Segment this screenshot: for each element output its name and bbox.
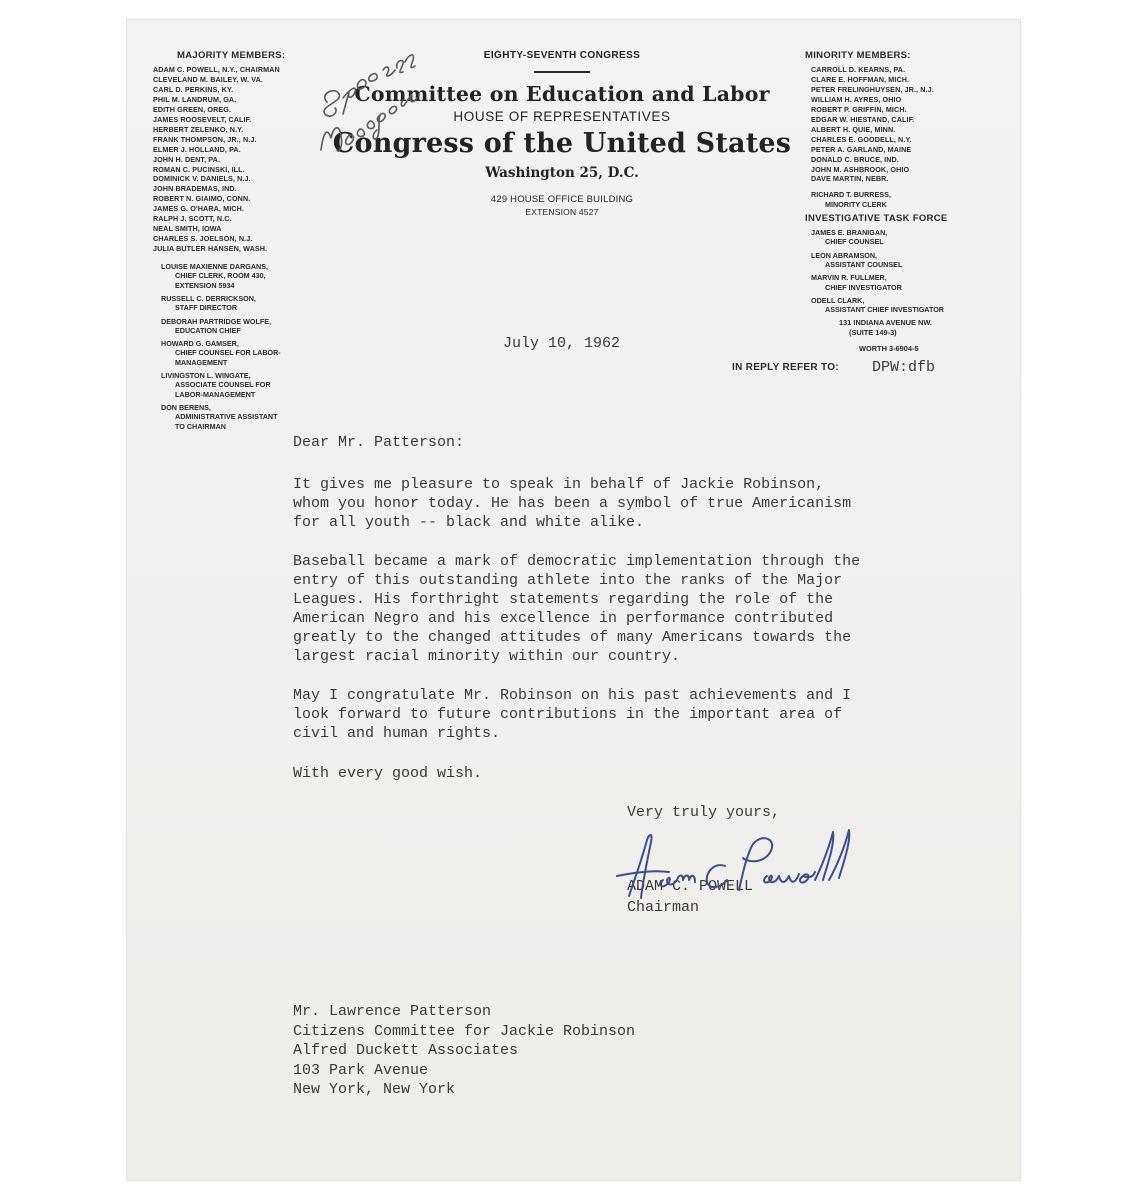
minority-clerk-role: MINORITY CLERK (825, 199, 887, 209)
majority-member: ADAM C. POWELL, N.Y., CHAIRMAN (153, 65, 280, 74)
paragraph-2: Baseball became a mark of democratic implementation through the entry of this outstanding athlete into the ranks of the Major Leagues. His forthright statements regarding the role of the American Negro and his excellence in performance contributed greatly to the changed attitudes of many Americans towards the largest racial minority within our country. (293, 553, 861, 665)
minority-member: PETER A. GARLAND, MAINE (811, 144, 912, 154)
staff-entry-role: STAFF DIRECTOR (175, 303, 238, 313)
task-force-entry-role: CHIEF INVESTIGATOR (825, 282, 902, 292)
staff-entry-role: MANAGEMENT (175, 357, 228, 367)
staff-entry-role: ASSOCIATE COUNSEL FOR (175, 380, 271, 390)
minority-member: ALBERT H. QUIE, MINN. (811, 124, 896, 134)
staff-entry-role: CHIEF CLERK, ROOM 430, (175, 271, 266, 281)
minority-member: PETER FRELINGHUYSEN, JR., N.J. (811, 84, 934, 94)
majority-member: ROMAN C. PUCINSKI, ILL. (153, 164, 245, 174)
majority-member: DOMINICK V. DANIELS, N.J. (153, 174, 251, 184)
staff-entry-role: EDUCATION CHIEF (175, 325, 241, 335)
task-force-entry (809, 273, 1007, 292)
task-force-address: 131 INDIANA AVENUE NW. (839, 318, 932, 328)
city-address: Washington 25, D.C. (485, 165, 639, 181)
signer-name: ADAM C. POWELL (627, 878, 754, 895)
letterhead-rule (534, 71, 590, 73)
phone-extension: EXTENSION 4527 (525, 207, 599, 217)
staff-entry (153, 339, 343, 367)
minority-member: DONALD C. BRUCE, IND. (811, 154, 899, 164)
staff-entry-name: LOUISE MAXIENNE DARGANS, (161, 262, 269, 272)
task-force-suite: (SUITE 149-3) (849, 328, 897, 338)
committee-name: Committee on Education and Labor (354, 82, 770, 106)
task-force-entry (809, 228, 1007, 247)
address-line: New York, New York (293, 1081, 456, 1099)
majority-member: JOHN H. DENT, PA. (153, 154, 221, 164)
task-force-entry (809, 251, 1007, 270)
minority-heading: MINORITY MEMBERS: (805, 50, 911, 61)
majority-member: JAMES G. O'HARA, MICH. (153, 204, 244, 214)
minority-member: CARROLL D. KEARNS, PA. (811, 65, 906, 74)
task-force-phone: WORTH 3-6904-5 (859, 344, 919, 354)
minority-member: CHARLES E. GOODELL, N.Y. (811, 134, 912, 144)
staff-entry-name: DON BERENS, (161, 402, 211, 412)
task-force-heading: INVESTIGATIVE TASK FORCE (805, 213, 948, 225)
handwritten-note (305, 50, 495, 170)
majority-member: ELMER J. HOLLAND, PA. (153, 144, 241, 154)
minority-member: CLARE E. HOFFMAN, MICH. (811, 74, 910, 84)
task-force-entry-name: JAMES E. BRANIGAN, (811, 228, 888, 238)
address-line: Alfred Duckett Associates (293, 1042, 519, 1060)
staff-entry-name: DEBORAH PARTRIDGE WOLFE, (161, 316, 272, 326)
minority-members-column (797, 50, 1007, 354)
majority-member: EDITH GREEN, OREG. (153, 104, 232, 114)
staff-entry-role: LABOR-MANAGEMENT (175, 389, 256, 399)
staff-entry-role: EXTENSION 5934 (175, 280, 235, 290)
signature (607, 818, 867, 908)
paragraph-3: May I congratulate Mr. Robinson on his past achievements and I look forward to future contributions in the important area of civil and human rights. (293, 687, 852, 742)
task-force-entry-role: ASSISTANT CHIEF INVESTIGATOR (825, 305, 944, 315)
majority-member: ROBERT N. GIAIMO, CONN. (153, 194, 251, 204)
task-force-entry-name: MARVIN R. FULLMER, (811, 273, 887, 283)
majority-heading: MAJORITY MEMBERS: (177, 50, 286, 61)
house-name: HOUSE OF REPRESENTATIVES (453, 109, 671, 124)
majority-member: FRANK THOMPSON, JR., N.J. (153, 134, 257, 144)
letter-date: July 10, 1962 (503, 335, 621, 352)
task-force-entry-name: ODELL CLARK, (811, 295, 865, 305)
majority-member: CHARLES S. JOELSON, N.J. (153, 234, 253, 244)
staff-entry (153, 371, 343, 399)
minority-member: JOHN M. ASHBROOK, OHIO (811, 164, 910, 174)
staff-entry (153, 262, 343, 290)
minority-member: WILLIAM H. AYRES, OHIO (811, 94, 902, 104)
letter-page (127, 20, 1020, 1180)
majority-member: JOHN BRADEMAS, IND. (153, 184, 237, 194)
paragraph-1: It gives me pleasure to speak in behalf of Jackie Robinson, whom you honor today. He has been a symbol of true Americanism for all youth -- black and white alike. (293, 476, 852, 531)
staff-entry-name: RUSSELL C. DERRICKSON, (161, 294, 256, 303)
minority-member: DAVE MARTIN, NEBR. (811, 174, 889, 184)
majority-member: RALPH J. SCOTT, N.C. (153, 214, 232, 224)
majority-member: CARL D. PERKINS, KY. (153, 84, 234, 94)
majority-member: NEAL SMITH, IOWA (153, 224, 222, 234)
signer-title: Chairman (627, 899, 700, 916)
paragraph-4: With every good wish. (293, 765, 483, 782)
address-line: 103 Park Avenue (293, 1061, 429, 1079)
majority-staff-list (153, 262, 343, 431)
minority-member: EDGAR W. HIESTAND, CALIF. (811, 114, 915, 124)
address-line: Citizens Committee for Jackie Robinson (293, 1022, 636, 1040)
staff-entry (153, 294, 343, 313)
staff-entry-name: HOWARD G. GAMSER, (161, 339, 239, 349)
task-force-entry-role: CHIEF COUNSEL (825, 237, 884, 247)
minority-members-list (797, 65, 1007, 184)
recipient-address (293, 1002, 635, 1100)
address-line: Mr. Lawrence Patterson (293, 1003, 492, 1020)
task-force-entry-name: LEON ABRAMSON, (811, 250, 878, 260)
staff-entry-name: LIVINGSTON L. WINGATE, (161, 371, 251, 381)
reply-label: IN REPLY REFER TO: (732, 362, 839, 373)
staff-entry-role: CHIEF COUNSEL FOR LABOR- (175, 348, 281, 358)
majority-member: JULIA BUTLER HANSEN, WASH. (153, 244, 268, 254)
salutation: Dear Mr. Patterson: (293, 434, 465, 451)
congress-number: EIGHTY-SEVENTH CONGRESS (483, 50, 641, 61)
task-force-list (797, 228, 1007, 314)
minority-clerk (797, 190, 1007, 209)
majority-member: JAMES ROOSEVELT, CALIF. (153, 114, 252, 124)
reply-reference: DPW:dfb (872, 359, 936, 376)
majority-member: CLEVELAND M. BAILEY, W. VA. (153, 74, 263, 84)
minority-member: ROBERT P. GRIFFIN, MICH. (811, 104, 907, 114)
majority-member: HERBERT ZELENKO, N.Y. (153, 124, 244, 134)
closing: Very truly yours, (627, 804, 781, 821)
building-address: 429 HOUSE OFFICE BUILDING (490, 194, 634, 205)
majority-member: PHIL M. LANDRUM, GA. (153, 94, 237, 104)
staff-entry (153, 403, 343, 431)
task-force-entry (809, 296, 1007, 315)
task-force-entry-role: ASSISTANT COUNSEL (825, 259, 903, 269)
minority-clerk-entry (809, 190, 1007, 209)
staff-entry (153, 317, 343, 336)
staff-entry-role: ADMINISTRATIVE ASSISTANT (175, 412, 278, 422)
minority-clerk-name: RICHARD T. BURRESS, (811, 190, 891, 200)
staff-entry-role: TO CHAIRMAN (175, 421, 226, 431)
congress-name: Congress of the United States (332, 128, 792, 159)
